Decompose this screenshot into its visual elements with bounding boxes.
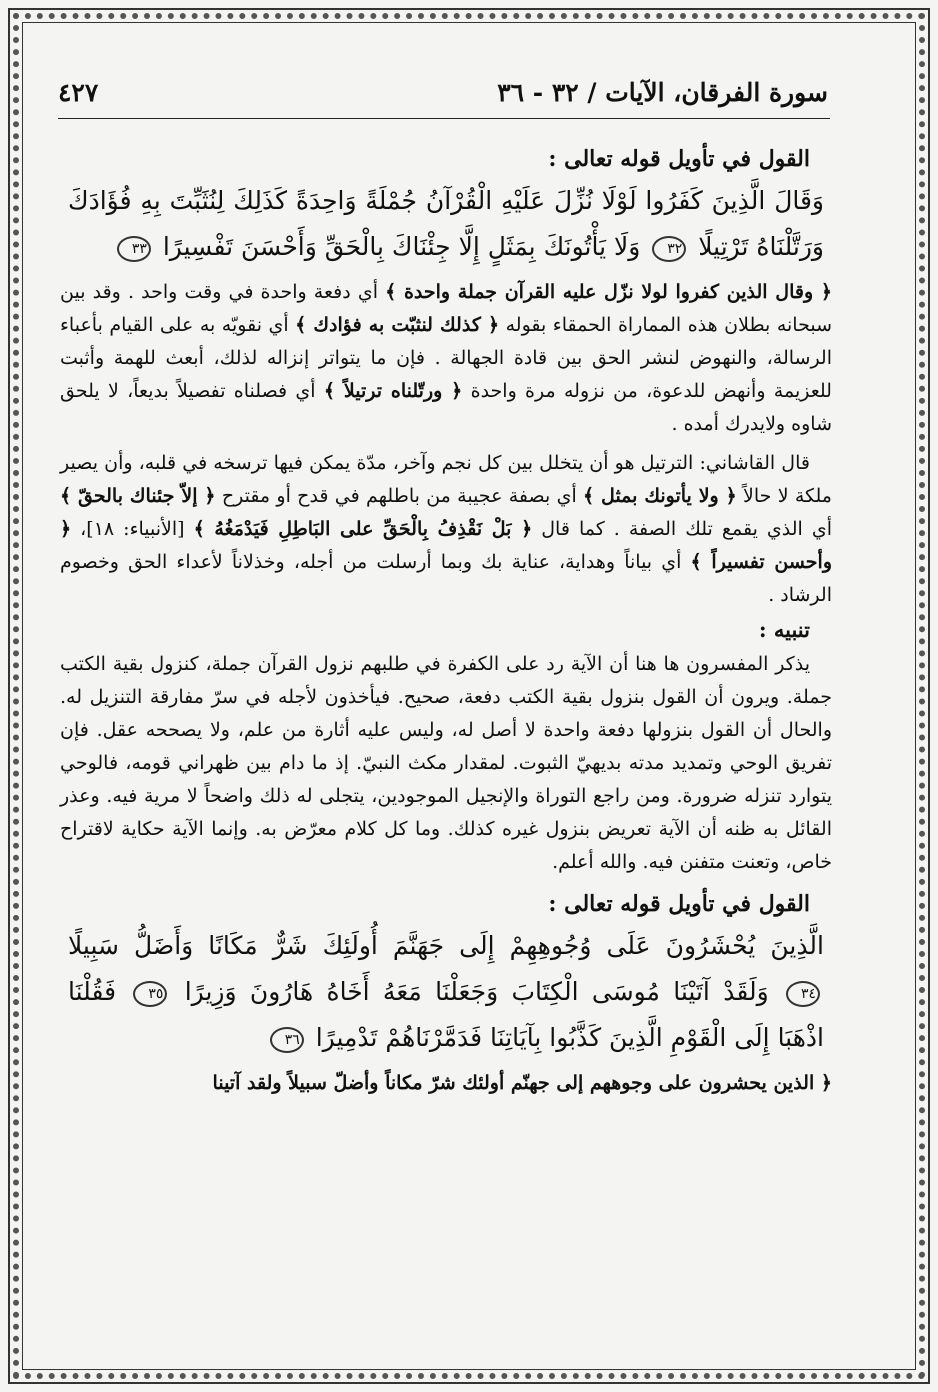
quran-text: وَرَتَّلْنَاهُ تَرْتِيلًا [698,232,824,261]
quran-text: الَّذِينَ يُحْشَرُونَ عَلَى وُجُوهِهِمْ إِلَى جَهَنَّمَ أُولَئِكَ شَرٌّ مَكَانًا وَأَضَلُّ سَبِيلًا [68,931,824,960]
quran-text: وَقَالَ الَّذِينَ كَفَرُوا لَوْلَا نُزِّلَ عَلَيْهِ الْقُرْآنُ جُمْلَةً وَاحِدَةً كَذَلِكَ لِنُثَبِّتَ بِهِ فُؤَادَكَ [68,186,824,215]
quran-text: وَلَا يَأْتُونَكَ بِمَثَلٍ إِلَّا جِئْنَاكَ بِالْحَقِّ وَأَحْسَنَ تَفْسِيرًا [162,232,641,261]
page-number: ٤٢٧ [58,77,99,107]
commentary-text: قال القاشاني: الترتيل هو أن يتخلل بين كل نجم وآخر، مدّة يمكن فيها ترسخه في قلبه، وأن يصير ملكة لا حالاً [60,452,832,507]
quoted-verse: ﴿ ولا يأتونك بمثل ﴾ [583,485,737,507]
quran-text: اذْهَبَا إِلَى الْقَوْمِ الَّذِينَ كَذَّبُوا بِآيَاتِنَا فَدَمَّرْنَاهُمْ تَدْمِيرًا [315,1023,824,1052]
quran-line [60,923,832,969]
citation: [الأنبياء: ١٨]، [80,518,185,540]
quran-text: فَقُلْنَا [68,977,117,1006]
commentary-paragraph [60,1067,832,1100]
commentary-paragraph [60,447,832,612]
running-header [58,70,828,114]
quoted-verse: ﴿ بَلْ نَقْذِفُ بِالْحَقِّ على البَاطِلِ فَيَدْمَغُهُ ﴾ [193,518,533,540]
commentary-text: أي بصفة عجيبة من باطلهم في قدح أو مقترح [221,485,577,507]
quoted-verse: ﴿ إلاّ جئناك بالحقّ ﴾ [60,485,216,507]
section-heading-2: القول في تأويل قوله تعالى : [548,891,810,917]
commentary-text: أي دفعة واحدة في وقت واحد . وقد بين سبحانه بطلان هذه المماراة الحمقاء بقوله [60,281,833,336]
ayah-number-marker: ٣٤ [786,981,820,1007]
commentary-paragraph [60,276,832,441]
quoted-verse: ﴿ ورتّلناه ترتيلاً ﴾ [323,380,463,402]
commentary-text: أي نقويّه به على القيام بأعباء الرسالة، والنهوض لنشر الحق بين قادة الجهالة . فإن ما يتواتر إنزاله لذلك، أبعث للهمة وأثبت للعزيمة وأنهض للدعوة، من نزوله مرة واحدة [60,314,832,402]
quran-line [60,969,832,1015]
page-body [60,140,832,1100]
ayah-number-marker: ٣٥ [133,981,167,1007]
header-title: سورة الفرقان، الآيات / ٣٢ - ٣٦ [497,77,828,107]
quoted-verse: ﴿ الذين يحشرون على وجوههم إلى جهنّم أولئك شرّ مكاناً وأضلّ سبيلاً ولقد آتينا [212,1072,832,1094]
note-paragraph: يذكر المفسرون ها هنا أن الآية رد على الكفرة في طلبهم نزول القرآن جملة، كنزول بقية الكتب جملة. ويرون أن القول بنزول بقية الكتب دفعة، صحيح. فيأخذون لأجله في سرّ مفارقة التنزيل له. والحال أن القول بنزولها دفعة واحدة لا أصل له، وليس عليه أثارة من علم، ولا يصححه عقل. فإن تفريق الوحي وتمديد مدته بديهيّ الثبوت. لمقدار مكث النبيّ. إذ ما دام بين ظهراني قومه، فالوحي يتوارد تنزله ضرورة. ومن راجع التوراة والإنجيل الموجودين، يتجلى له ذلك واضحاً لا مرية فيه. وعذر القائل به ظنه أن الآية تعريض بنزول غيره كذلك. وما كل كلام معرّض به. وإنما الآية حكاية لاقتراح خاص، وتعنت متفنن فيه. والله أعلم. [60,653,832,873]
quoted-verse: ﴿ وقال الذين كفروا لولا نزّل عليه القرآن جملة واحدة ﴾ [385,281,832,303]
commentary-text: أي فصلناه تفصيلاً بديعاً، لا يلحق شاوه ولايدرك أمده . [60,380,832,435]
header-divider [58,118,830,119]
quoted-verse: ﴿ كذلك لنثبّت به فؤادك ﴾ [295,314,500,336]
quran-line [60,1015,832,1061]
ayah-number-marker: ٣٣ [117,236,151,262]
quoted-verse: ﴿ وأحسن تفسيراً ﴾ [60,518,832,573]
quran-text: وَلَقَدْ آتَيْنَا مُوسَى الْكِتَابَ وَجَعَلْنَا مَعَهُ أَخَاهُ هَارُونَ وَزِيرًا [184,977,769,1006]
commentary-text: أي الذي يقمع تلك الصفة . كما قال [541,518,832,540]
commentary-text: أي بياناً وهداية، عناية بك وبما أرسلت من أجله، وخذلاناً لأعداء الحق وخصوم الرشاد . [60,551,832,606]
note-heading: تنبيه : [758,617,810,642]
quran-line [60,178,832,224]
ayah-number-marker: ٣٢ [652,236,686,262]
quran-line [60,224,832,270]
ayah-number-marker: ٣٦ [270,1027,304,1053]
section-heading-1: القول في تأويل قوله تعالى : [548,146,810,172]
